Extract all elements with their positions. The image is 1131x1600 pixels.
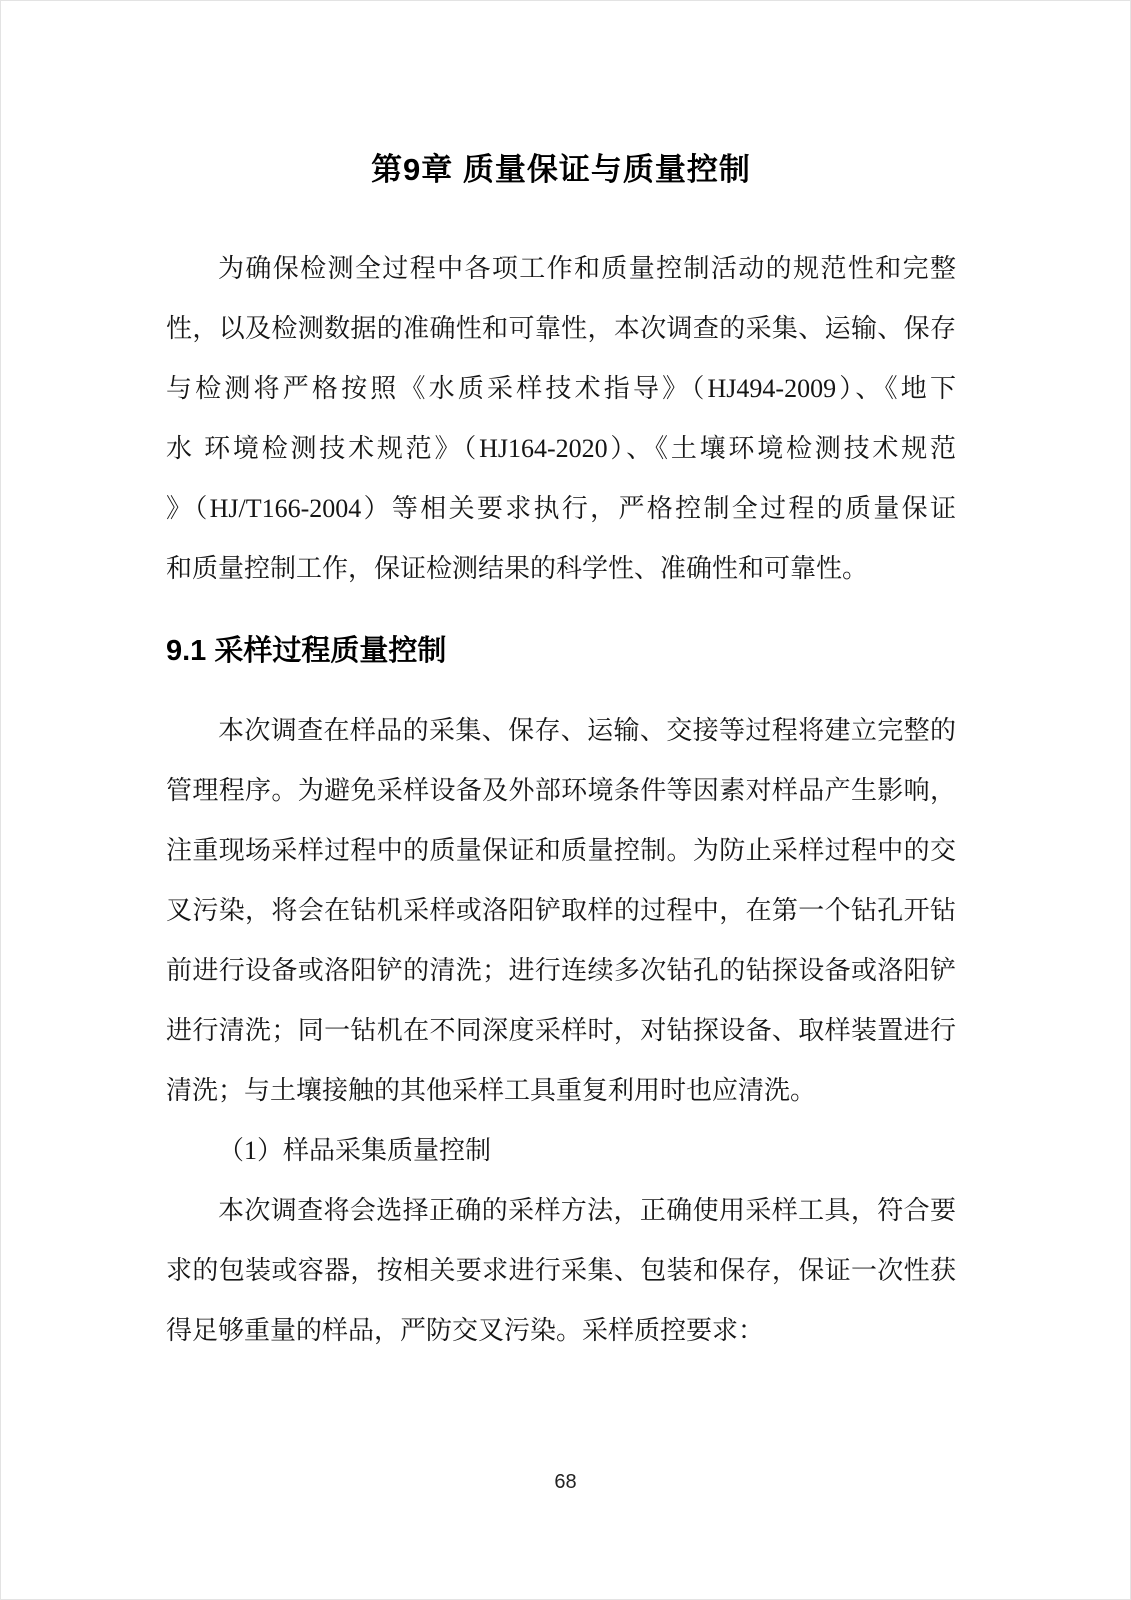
chapter-title: 第9章 质量保证与质量控制: [371, 152, 751, 187]
text-line: 本次调查将会选择正确的采样方法，正确使用采样工具，符合要: [218, 1196, 956, 1225]
paragraph-sample-collection: [166, 1181, 956, 1361]
list-item-1-label: （1）样品采集质量控制: [218, 1136, 492, 1165]
text-line: 进行清洗；同一钻机在不同深度采样时，对钻探设备、取样装置进行: [166, 1016, 956, 1045]
text-line: 性，以及检测数据的准确性和可靠性，本次调查的采集、运输、保存: [166, 314, 956, 343]
text-line: 清洗；与土壤接触的其他采样工具重复利用时也应清洗。: [166, 1076, 817, 1105]
list-item-1: [166, 1121, 956, 1181]
text-line: 得足够重量的样品，严防交叉污染。采样质控要求：: [166, 1316, 765, 1345]
text-line: 本次调查在样品的采集、保存、运输、交接等过程将建立完整的: [218, 716, 956, 745]
text-line: 管理程序。为避免采样设备及外部环境条件等因素对样品产生影响，: [166, 776, 956, 805]
text-line: 前进行设备或洛阳铲的清洗；进行连续多次钻孔的钻探设备或洛阳铲: [166, 956, 956, 985]
text-line: 》（HJ/T166-2004）等相关要求执行，严格控制全过程的质量保证: [166, 494, 956, 523]
text-line: 为确保检测全过程中各项工作和质量控制活动的规范性和完整: [218, 254, 956, 283]
text-line: 注重现场采样过程中的质量保证和质量控制。为防止采样过程中的交: [166, 836, 956, 865]
paragraph-intro: [166, 239, 956, 599]
section-heading-9-1: 9.1 采样过程质量控制: [166, 635, 447, 667]
text-line: 与检测将严格按照《水质采样技术指导》（HJ494-2009）、《地下: [166, 374, 956, 403]
page-number: 68: [554, 1471, 577, 1493]
paragraph-sampling-control: [166, 701, 956, 1121]
text-line: 求的包装或容器，按相关要求进行采集、包装和保存，保证一次性获: [166, 1256, 956, 1285]
text-line: 和质量控制工作，保证检测结果的科学性、准确性和可靠性。: [166, 554, 869, 583]
text-line: 叉污染，将会在钻机采样或洛阳铲取样的过程中，在第一个钻孔开钻: [166, 896, 956, 925]
text-line: 水 环境检测技术规范》（HJ164-2020）、《土壤环境检测技术规范: [166, 434, 956, 463]
